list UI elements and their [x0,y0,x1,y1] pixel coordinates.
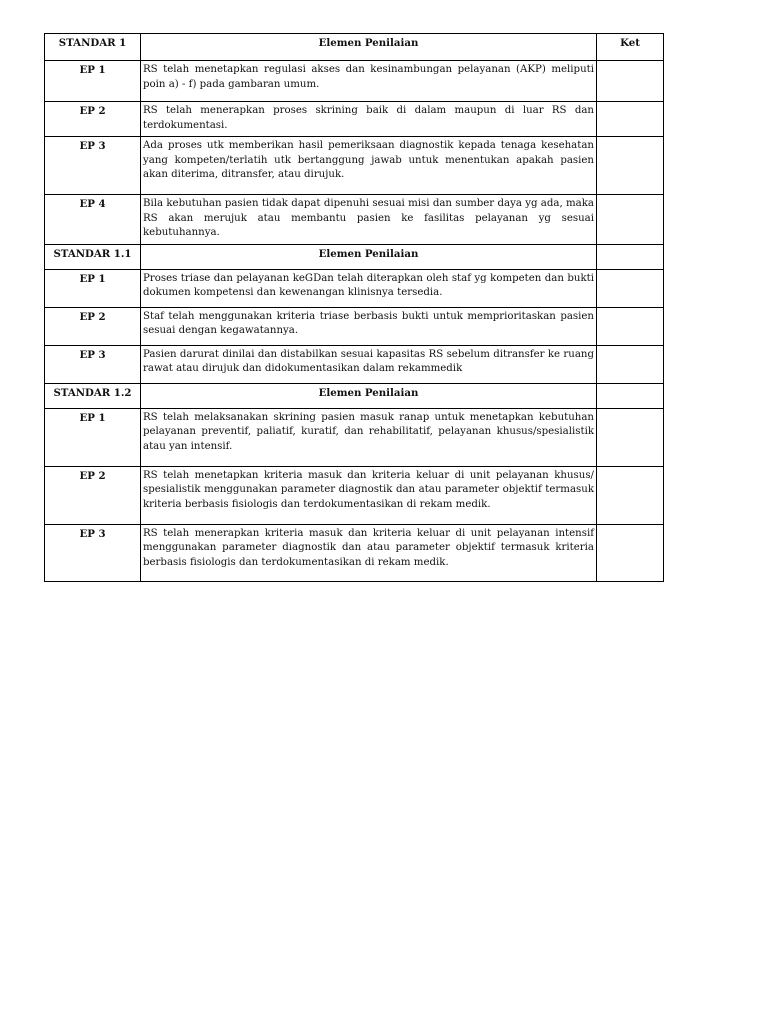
ket-header [597,244,664,269]
ep-text: Pasien darurat dinilai dan distabilkan sesuai kapasitas RS sebelum ditransfer ke ruang rawat atau dirujuk dan didokumentasikan dalam rekammedik [141,345,597,383]
ep-row [45,524,664,581]
ep-label: EP 3 [45,524,141,581]
standard-label: STANDAR 1.2 [45,383,141,408]
ep-label: EP 1 [45,61,141,102]
ket-cell [597,137,664,195]
ket-cell [597,102,664,137]
ep-row [45,195,664,245]
ep-label: EP 3 [45,345,141,383]
ket-cell [597,61,664,102]
ep-label: EP 1 [45,269,141,307]
ep-row [45,102,664,137]
elemen-header: Elemen Penilaian [141,383,597,408]
ep-text: Proses triase dan pelayanan keGDan telah diterapkan oleh staf yg kompeten dan bukti dokumen kompetensi dan kewenangan klinisnya tersedia. [141,269,597,307]
ep-row [45,345,664,383]
ep-text: RS telah melaksanakan skrining pasien masuk ranap untuk menetapkan kebutuhan pelayanan preventif, paliatif, kuratif, dan rehabilitatif, pelayanan khusus/spesialistik atau yan intensif. [141,408,597,466]
ep-row [45,269,664,307]
ep-text: RS telah menerapkan proses skrining baik di dalam maupun di luar RS dan terdokumentasi. [141,102,597,137]
ep-text: RS telah menerapkan kriteria masuk dan kriteria keluar di unit pelayanan intensif menggunakan parameter diagnostik dan atau parameter objektif termasuk kriteria berbasis fisiologis dan terdokumentasikan di rekam medik. [141,524,597,581]
standard-header-row [45,244,664,269]
ep-label: EP 2 [45,102,141,137]
ket-cell [597,269,664,307]
ket-cell [597,466,664,524]
elemen-header: Elemen Penilaian [141,244,597,269]
ep-row [45,61,664,102]
standard-header-row [45,383,664,408]
ep-label: EP 2 [45,466,141,524]
assessment-table [44,33,664,582]
ep-text: Bila kebutuhan pasien tidak dapat dipenuhi sesuai misi dan sumber daya yg ada, maka RS akan merujuk atau membantu pasien ke fasilitas pelayanan yg sesuai kebutuhannya. [141,195,597,245]
ep-label: EP 1 [45,408,141,466]
ep-row [45,408,664,466]
ep-text: RS telah menetapkan regulasi akses dan kesinambungan pelayanan (AKP) meliputi poin a) - f) pada gambaran umum. [141,61,597,102]
ep-text: Ada proses utk memberikan hasil pemeriksaan diagnostik kepada tenaga kesehatan yang kompeten/terlatih utk bertanggung jawab untuk menentukan apakah pasien akan diterima, ditransfer, atau dirujuk. [141,137,597,195]
ep-label: EP 2 [45,307,141,345]
ep-row [45,307,664,345]
ket-cell [597,307,664,345]
ep-text: RS telah menetapkan kriteria masuk dan kriteria keluar di unit pelayanan khusus/ spesialistik menggunakan parameter diagnostik dan atau parameter objektif termasuk kriteria berbasis fisiologis dan terdokumentasikan di rekam medik. [141,466,597,524]
ket-header: Ket [597,34,664,61]
standard-label: STANDAR 1.1 [45,244,141,269]
ket-cell [597,195,664,245]
ep-label: EP 3 [45,137,141,195]
standard-header-row [45,34,664,61]
ket-cell [597,345,664,383]
ep-row [45,466,664,524]
ep-label: EP 4 [45,195,141,245]
elemen-header: Elemen Penilaian [141,34,597,61]
ep-text: Staf telah menggunakan kriteria triase berbasis bukti untuk memprioritaskan pasien sesuai dengan kegawatannya. [141,307,597,345]
standard-label: STANDAR 1 [45,34,141,61]
ket-header [597,383,664,408]
ket-cell [597,408,664,466]
ket-cell [597,524,664,581]
ep-row [45,137,664,195]
